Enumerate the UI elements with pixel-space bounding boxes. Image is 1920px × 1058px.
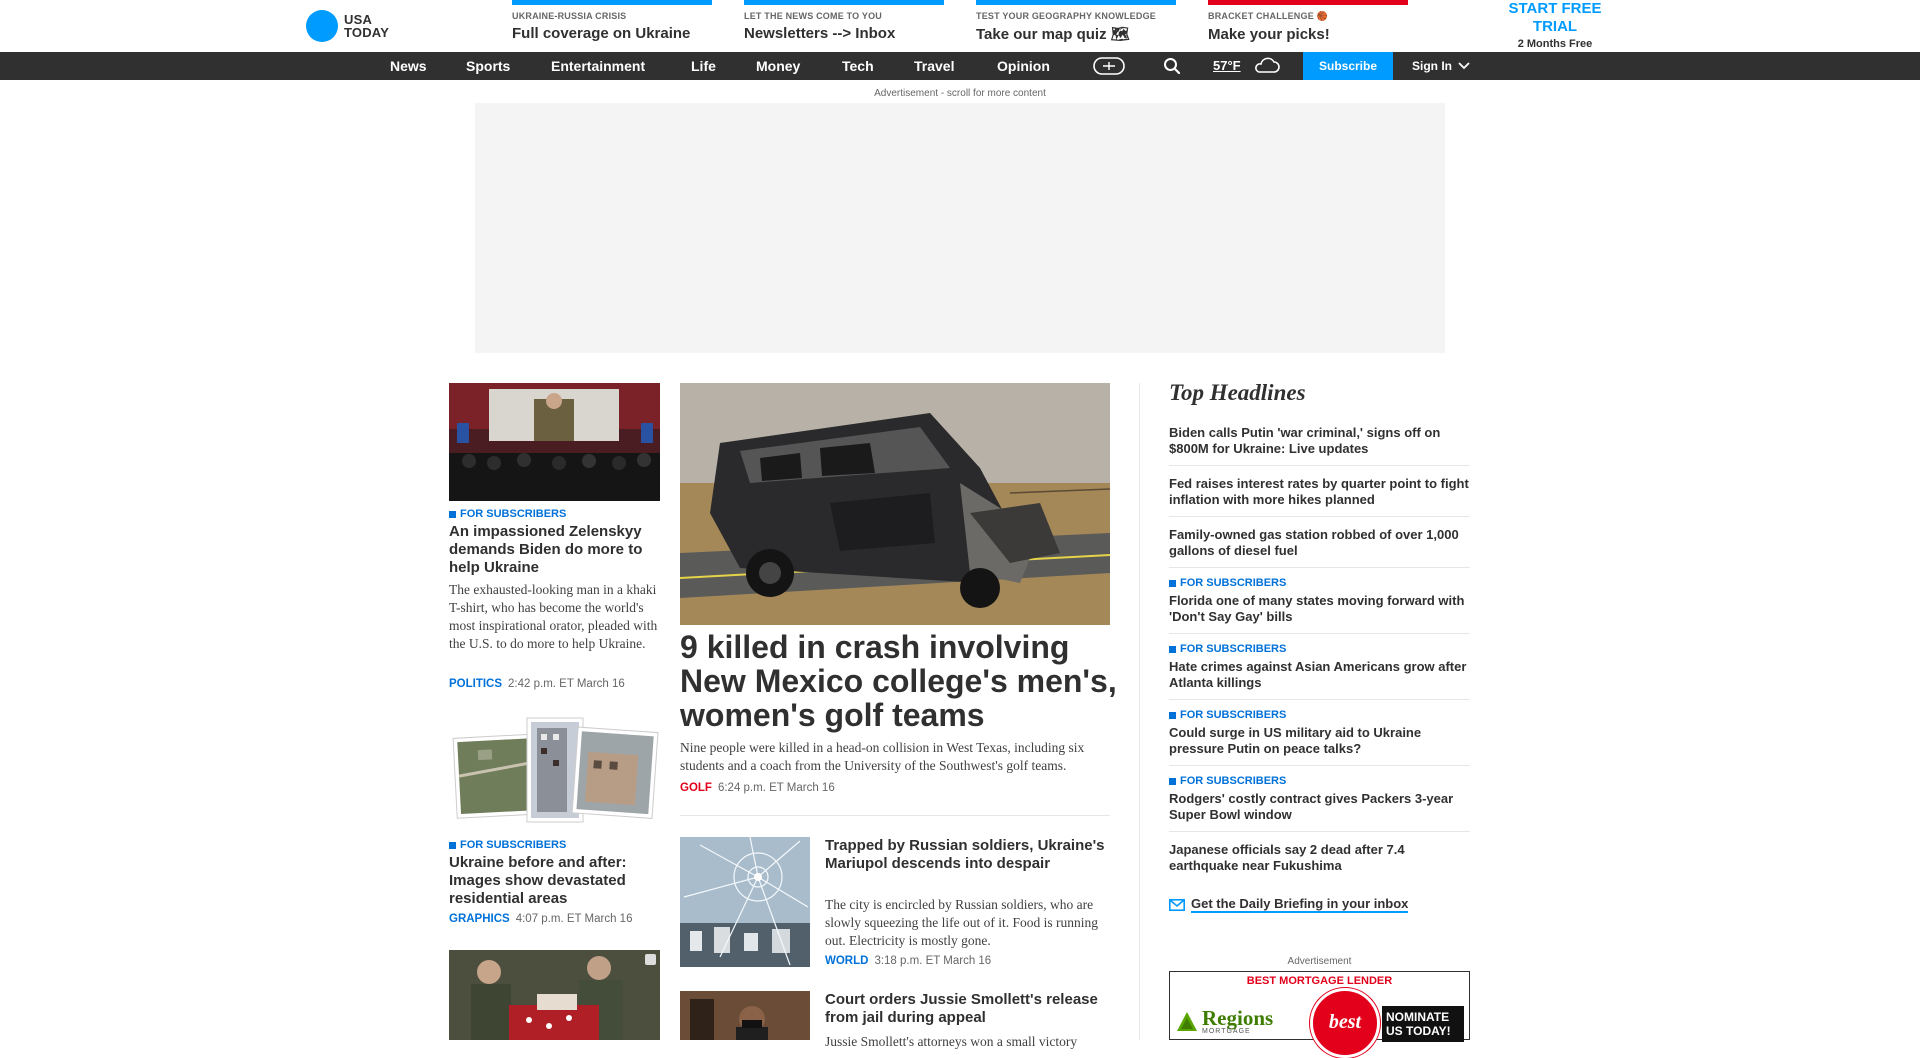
top-promo-bar (0, 0, 1920, 52)
promo-eyebrow: UKRAINE-RUSSIA CRISIS (512, 11, 627, 21)
nav-sports[interactable]: Sports (466, 58, 511, 74)
nominate-cta[interactable]: NOMINATE US TODAY! (1382, 1006, 1464, 1042)
crash-lead-image[interactable] (680, 383, 1110, 625)
lead-summary: Nine people were killed in a head-on collision in West Texas, including six students and a coach from the University of the Southwest's golf teams. (680, 740, 1085, 773)
trial-title: START FREE TRIAL (1508, 0, 1602, 35)
story-meta (449, 678, 625, 690)
for-subscribers-badge: FOR SUBSCRIBERS (449, 839, 566, 851)
envelope-icon (1169, 899, 1185, 911)
story-summary: The city is encircled by Russian soldiers, who are slowly squeezing the life out of it. Food is running out. Electricity is mostly gone. (825, 897, 1098, 948)
section-link[interactable]: GRAPHICS (449, 913, 510, 925)
zelenskyy-story-image[interactable] (449, 383, 660, 501)
advertisement-label: Advertisement (1287, 956, 1352, 967)
promo-eyebrow: LET THE NEWS COME TO YOU (744, 11, 882, 21)
section-link[interactable]: GOLF (680, 782, 712, 794)
top-headline-item[interactable]: Florida one of many states moving forward with 'Don't Say Gay' bills (1169, 593, 1465, 624)
subscribe-button[interactable]: Subscribe (1303, 52, 1393, 80)
promo-eyebrow: BRACKET CHALLENGE 🏀 (1208, 11, 1329, 21)
top-headline-item[interactable]: Fed raises interest rates by quarter point to fight inflation with more hikes planned (1169, 476, 1469, 507)
daily-briefing-label: Get the Daily Briefing in your inbox (1191, 896, 1409, 911)
top-headline-item[interactable]: Rodgers' costly contract gives Packers 3-year Super Bowl window (1169, 791, 1454, 822)
top-headline-item[interactable]: Japanese officials say 2 dead after 7.4 earthquake near Fukushima (1169, 842, 1405, 873)
regions-logo: Regions MORTGAGE (1176, 1008, 1273, 1035)
timestamp: 2:42 p.m. ET March 16 (508, 678, 625, 690)
promo-accent-bar (976, 0, 1176, 5)
logo-circle-icon (306, 10, 338, 42)
promo-bracket[interactable] (1208, 0, 1408, 44)
top-headline-item[interactable]: Biden calls Putin 'war criminal,' signs off on $800M for Ukraine: Live updates (1169, 425, 1441, 456)
nav-life[interactable]: Life (691, 58, 716, 74)
promo-title[interactable]: Full coverage on Ukraine (512, 25, 691, 42)
divider (680, 815, 1110, 816)
divider (1169, 831, 1470, 832)
trial-subtitle: 2 Months Free (1517, 38, 1593, 50)
promo-ukraine[interactable] (512, 0, 712, 44)
sign-in-label: Sign In (1412, 59, 1452, 73)
subscriber-square-icon (1169, 580, 1176, 587)
promo-accent-bar (512, 0, 712, 5)
story-meta (825, 955, 991, 967)
ukraine-rescue-image[interactable] (449, 950, 660, 1040)
for-subscribers-badge: FOR SUBSCRIBERS (449, 508, 566, 520)
cloud-icon[interactable] (1251, 52, 1281, 80)
column-divider (1139, 383, 1140, 1040)
nav-news[interactable]: News (390, 58, 427, 74)
promo-newsletters[interactable] (744, 0, 944, 44)
ukraine-before-after-image[interactable] (449, 714, 660, 832)
divider (1169, 699, 1470, 700)
divider (1169, 516, 1470, 517)
divider (1169, 765, 1470, 766)
divider (1169, 633, 1470, 634)
nav-travel[interactable]: Travel (914, 58, 955, 74)
crossword-games-icon[interactable] (1092, 52, 1126, 80)
sign-in-button[interactable] (1412, 52, 1470, 80)
section-link[interactable]: WORLD (825, 955, 869, 967)
search-icon[interactable] (1160, 52, 1184, 80)
top-headline-item[interactable]: Could surge in US military aid to Ukraine pressure Putin on peace talks? (1169, 725, 1422, 756)
subscriber-square-icon (1169, 778, 1176, 785)
timestamp: 4:07 p.m. ET March 16 (515, 913, 633, 925)
timestamp: 3:18 p.m. ET March 16 (874, 955, 992, 967)
advertisement-slot[interactable] (475, 103, 1445, 353)
story-summary: The exhausted-looking man in a khaki T-shirt, who has become the world's most inspirational orator, pleaded with the U.S. to do more to help Ukraine. (449, 582, 658, 651)
section-link[interactable]: POLITICS (449, 678, 503, 690)
ad-banner-text: BEST MORTGAGE LENDER (1246, 975, 1393, 987)
story-headline[interactable]: An impassioned Zelenskyy demands Biden do more to help Ukraine (449, 523, 643, 576)
timestamp: 6:24 p.m. ET March 16 (717, 782, 835, 794)
for-subscribers-badge: FOR SUBSCRIBERS (1169, 577, 1286, 589)
smollett-story-image[interactable] (680, 991, 810, 1040)
subscriber-square-icon (449, 842, 456, 849)
divider (1169, 567, 1470, 568)
daily-briefing-link[interactable] (1169, 896, 1408, 913)
best-badge: best (1310, 988, 1380, 1058)
for-subscribers-badge: FOR SUBSCRIBERS (1169, 643, 1286, 655)
top-headline-item[interactable]: Family-owned gas station robbed of over 1,000 gallons of diesel fuel (1169, 527, 1459, 558)
for-subscribers-badge: FOR SUBSCRIBERS (1169, 709, 1286, 721)
mortgage-advertisement[interactable] (1169, 971, 1470, 1040)
main-nav (0, 52, 1920, 80)
story-headline[interactable]: Court orders Jussie Smollett's release from jail during appeal (825, 991, 1098, 1026)
promo-map-quiz[interactable] (976, 0, 1176, 44)
advertisement-label: Advertisement - scroll for more content (874, 88, 1046, 99)
promo-title[interactable]: Take our map quiz 🗺 (976, 26, 1130, 43)
chevron-down-icon (1458, 62, 1470, 70)
divider (1169, 465, 1470, 466)
start-free-trial-button[interactable] (1498, 0, 1612, 50)
lead-meta (680, 782, 835, 794)
promo-eyebrow: TEST YOUR GEOGRAPHY KNOWLEDGE (976, 11, 1156, 21)
subscriber-square-icon (1169, 646, 1176, 653)
promo-title[interactable]: Make your picks! (1208, 26, 1330, 43)
top-headline-item[interactable]: Hate crimes against Asian Americans grow after Atlanta killings (1169, 659, 1467, 690)
usa-today-logo[interactable] (306, 10, 389, 42)
story-headline[interactable]: Ukraine before and after: Images show devastated residential areas (449, 854, 627, 907)
nav-opinion[interactable]: Opinion (997, 58, 1050, 74)
mariupol-story-image[interactable] (680, 837, 810, 967)
lead-headline[interactable]: 9 killed in crash involving New Mexico college's men's, women's golf teams (680, 629, 1117, 733)
promo-accent-bar (1208, 0, 1408, 5)
subscriber-square-icon (449, 511, 456, 518)
promo-title[interactable]: Newsletters --> Inbox (744, 25, 896, 42)
nav-entertainment[interactable]: Entertainment (551, 58, 646, 74)
subscriber-square-icon (1169, 712, 1176, 719)
story-summary: Jussie Smollett's attorneys won a small victory (825, 1034, 1078, 1049)
for-subscribers-badge: FOR SUBSCRIBERS (1169, 775, 1286, 787)
weather-temp[interactable]: 57°F (1213, 58, 1241, 73)
logo-wordmark: USA TODAY (344, 12, 390, 40)
regions-tri-icon (1176, 1011, 1198, 1033)
top-headlines-title: Top Headlines (1169, 380, 1306, 405)
nav-money[interactable]: Money (756, 58, 801, 74)
story-headline[interactable]: Trapped by Russian soldiers, Ukraine's Mariupol descends into despair (825, 837, 1105, 872)
nav-tech[interactable]: Tech (842, 58, 874, 74)
promo-accent-bar (744, 0, 944, 5)
story-meta (449, 913, 632, 925)
